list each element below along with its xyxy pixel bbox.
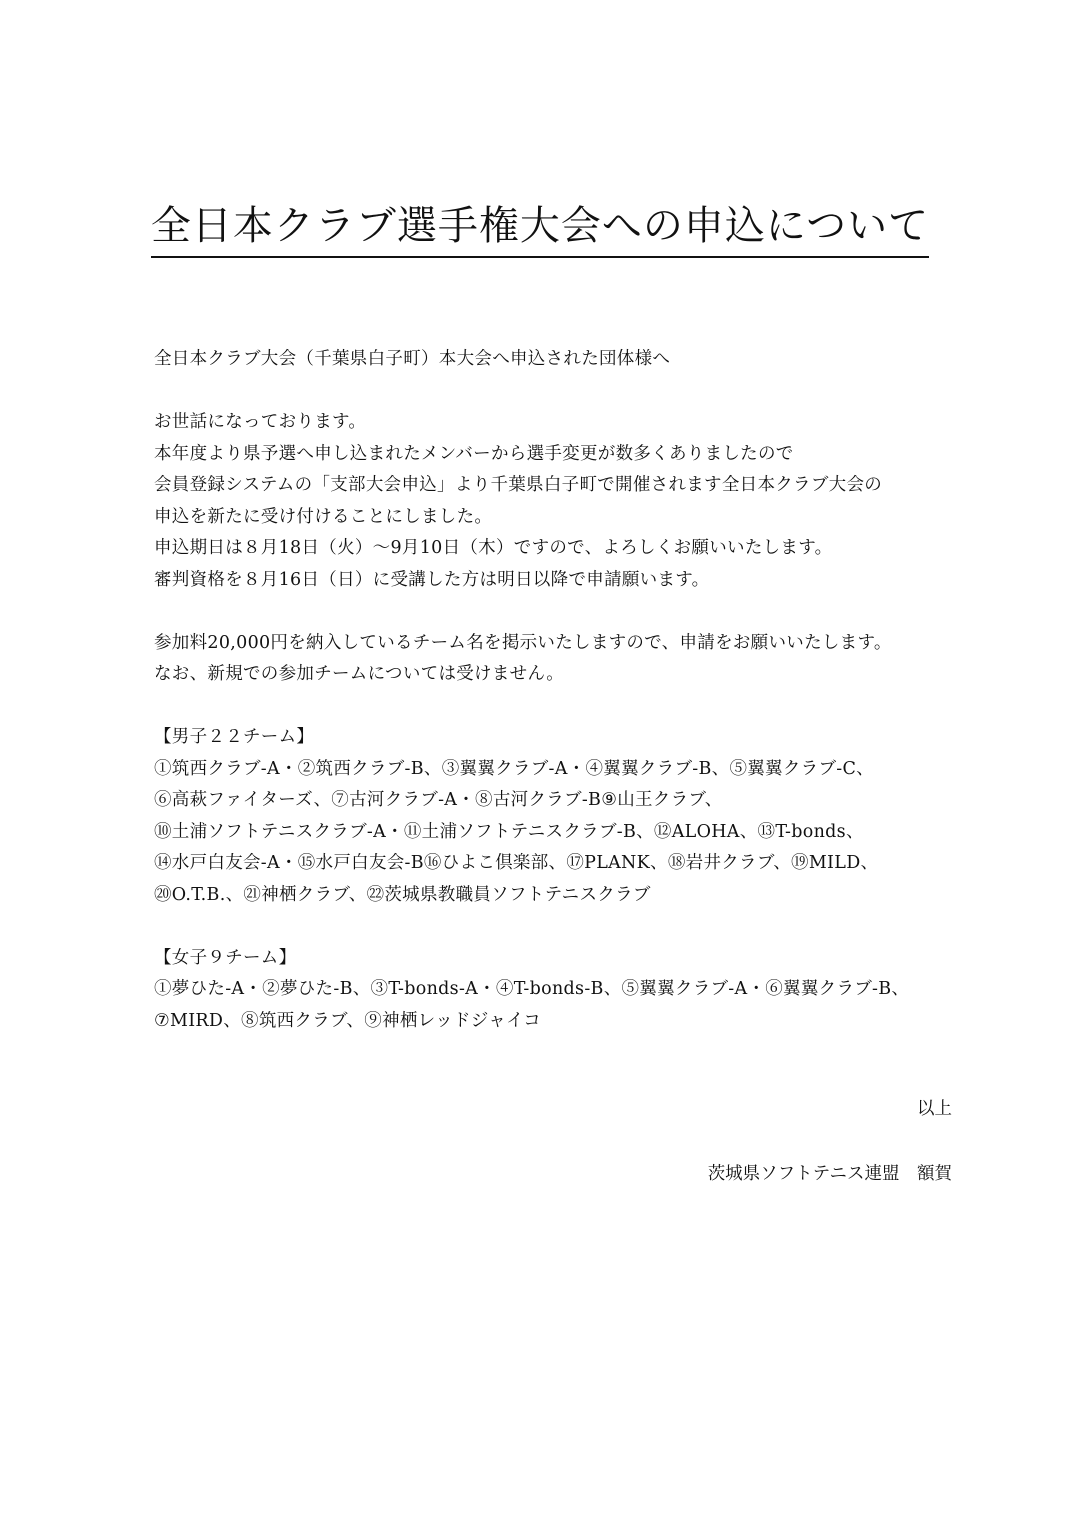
men-team-line: ⑥高萩ファイターズ、⑦古河クラブ-A・⑧古河クラブ-B⑨山王クラブ、 — [154, 790, 723, 810]
women-team-line: ⑦MIRD、⑧筑西クラブ、⑨神栖レッドジャイコ — [154, 1010, 542, 1031]
paragraph-gap — [154, 376, 954, 408]
paragraph-gap — [154, 596, 954, 628]
men-team-line: ①筑西クラブ-A・②筑西クラブ-B、③翼翼クラブ-A・④翼翼クラブ-B、⑤翼翼クラブ-C、 — [154, 758, 874, 779]
signature: 茨城県ソフトテニス連盟 額賀 — [707, 1164, 952, 1184]
women-team-line: ①夢ひた-A・②夢ひた-B、③T-bonds-A・④T-bonds-B、⑤翼翼クラブ-A・⑥翼翼クラブ-B、 — [154, 979, 910, 999]
document-title-text: 全日本クラブ選手権大会への申込について — [151, 198, 929, 258]
men-team-line: ⑩土浦ソフトテニスクラブ-A・⑪土浦ソフトテニスクラブ-B、⑫ALOHA、⑬T-bonds、 — [154, 821, 864, 842]
closing-mark: 以上 — [917, 1099, 952, 1119]
intro-line: 審判資格を８月16日（日）に受講した方は明日以降で申請願います。 — [154, 569, 710, 590]
paragraph-gap — [154, 911, 954, 943]
addressee-line: 全日本クラブ大会（千葉県白子町）本大会へ申込された団体様へ — [154, 349, 671, 369]
fee-line: なお、新規での参加チームについては受けません。 — [154, 664, 565, 684]
intro-line: 本年度より県予選へ申し込まれたメンバーから選手変更が数多くありましたので — [154, 443, 794, 464]
fee-line: 参加料20,000円を納入しているチーム名を掲示いたしますので、申請をお願いいたします。 — [154, 632, 892, 653]
paragraph-gap — [154, 691, 954, 723]
intro-line: お世話になっております。 — [154, 412, 367, 432]
men-heading: 【男子２２チーム】 — [154, 727, 315, 747]
intro-line: 会員登録システムの「支部大会申込」より千葉県白子町で開催されます全日本クラブ大会の — [154, 475, 883, 495]
intro-line: 申込期日は８月18日（火）～9月10日（木）ですので、よろしくお願いいたします。 — [154, 538, 833, 558]
men-team-line: ⑭水戸白友会-A・⑮水戸白友会-B⑯ひよこ倶楽部、⑰PLANK、⑱岩井クラブ、⑲MILD、 — [154, 853, 879, 873]
document-title — [0, 198, 1080, 258]
intro-line: 申込を新たに受け付けることにしました。 — [154, 506, 493, 527]
document-body — [154, 344, 954, 1037]
women-heading: 【女子９チーム】 — [154, 947, 297, 968]
men-team-line: ⑳O.T.B.、㉑神栖クラブ、㉒茨城県教職員ソフトテニスクラブ — [154, 884, 651, 905]
